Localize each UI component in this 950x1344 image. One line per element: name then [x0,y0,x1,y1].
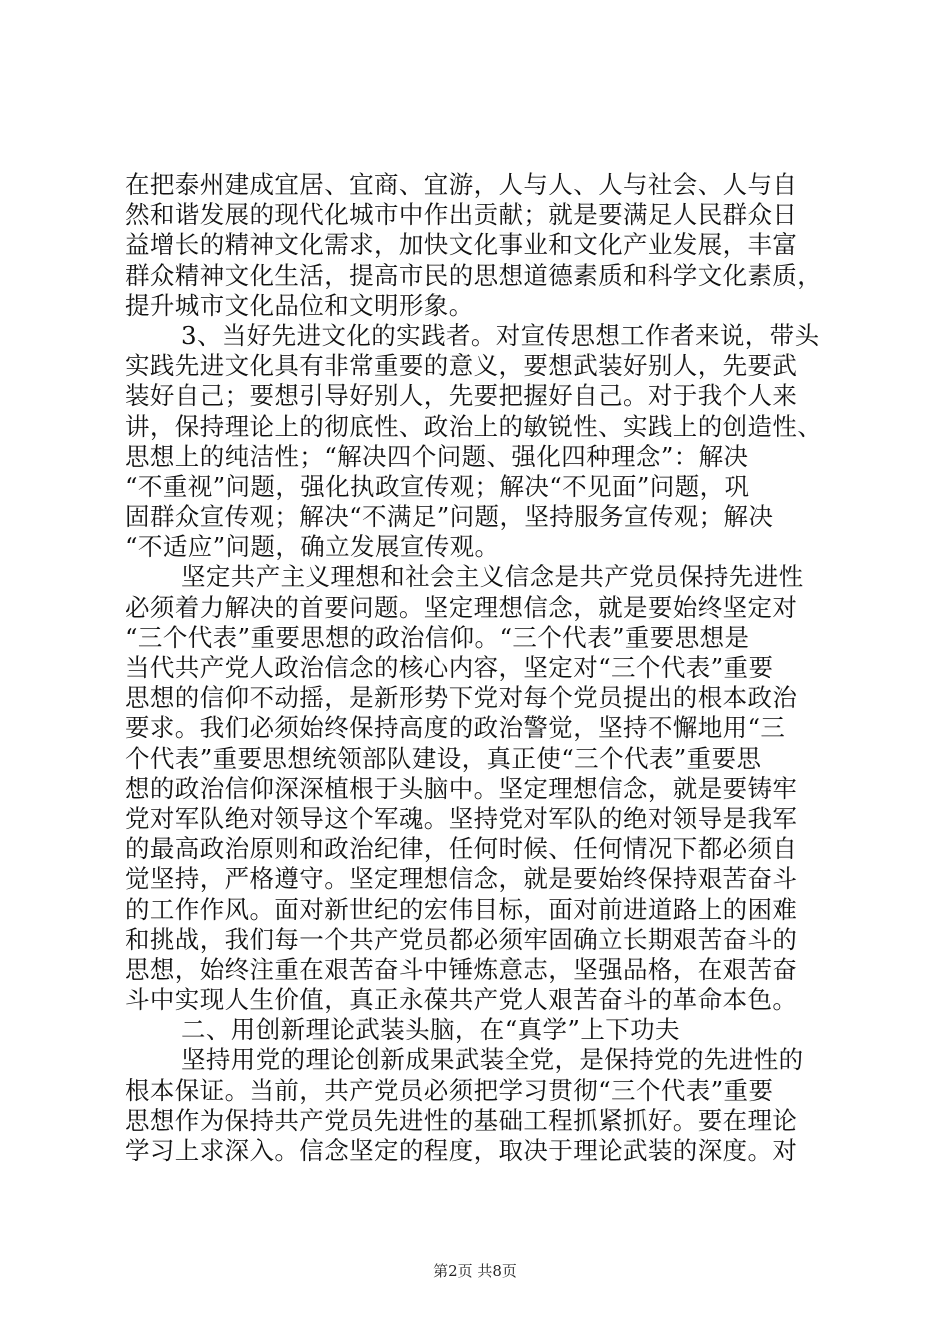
text-line: 思想上的纯洁性；“解决四个问题、强化四种理念”：解决 [125,441,749,471]
text-line: “不适应”问题，确立发展宣传观。 [125,532,500,562]
text-line: 群众精神文化生活，提高市民的思想道德素质和科学文化素质， [125,260,823,290]
text-line: 装好自己；要想引导好别人，先要把握好自己。对于我个人来 [125,381,798,411]
text-line: 实践先进文化具有非常重要的意义，要想武装好别人，先要武 [125,351,798,381]
text-line: “不重视”问题，强化执政宣传观；解决“不见面”问题，巩 [125,471,750,501]
text-line: 根本保证。当前，共产党员必须把学习贯彻“三个代表”重要 [125,1075,774,1105]
section-heading: 二、用创新理论武装头脑，在“真学”上下功夫 [181,1015,680,1045]
text-line: 然和谐发展的现代化城市中作出贡献；就是要满足人民群众日 [125,200,798,230]
text-line: 提升城市文化品位和文明形象。 [125,290,474,320]
text-line: 要求。我们必须始终保持高度的政治警觉，坚持不懈地用“三 [125,713,786,743]
text-line: 斗中实现人生价值，真正永葆共产党人艰苦奋斗的革命本色。 [125,985,798,1015]
text-line: 思想作为保持共产党员先进性的基础工程抓紧抓好。要在理论 [125,1105,798,1135]
text-line: 当代共产党人政治信念的核心内容，坚定对“三个代表”重要 [125,653,774,682]
text-line: “三个代表”重要思想的政治信仰。“三个代表”重要思想是 [125,622,750,652]
document-body [125,170,835,1166]
paragraph-start-line: 坚持用党的理论创新成果武装全党，是保持党的先进性的 [181,1045,804,1075]
text-line: 学习上求深入。信念坚定的程度，取决于理论武装的深度。对 [125,1136,798,1165]
text-line: 党对军队绝对领导这个军魂。坚持党对军队的绝对领导是我军 [125,803,798,833]
text-line: 和挑战，我们每一个共产党员都必须牢固确立长期艰苦奋斗的 [125,924,798,954]
text-line: 益增长的精神文化需求，加快文化事业和文化产业发展，丰富 [125,230,798,260]
text-line: 讲，保持理论上的彻底性、政治上的敏锐性、实践上的创造性、 [125,411,823,441]
text-line: 觉坚持，严格遵守。坚定理想信念，就是要始终保持艰苦奋斗 [125,864,798,894]
text-line: 的最高政治原则和政治纪律，任何时候、任何情况下都必须自 [125,834,798,864]
text-line: 的工作作风。面对新世纪的宏伟目标，面对前进道路上的困难 [125,894,798,924]
paragraph-start-line: 坚定共产主义理想和社会主义信念是共产党员保持先进性 [181,562,804,592]
text-line: 必须着力解决的首要问题。坚定理想信念，就是要始终坚定对 [125,592,798,622]
text-line: 在把泰州建成宜居、宜商、宜游，人与人、人与社会、人与自 [125,170,798,199]
text-line: 思想的信仰不动摇，是新形势下党对每个党员提出的根本政治 [125,683,798,713]
text-line: 个代表”重要思想统领部队建设，真正使“三个代表”重要思 [125,743,762,773]
text-line: 思想，始终注重在艰苦奋斗中锤炼意志，坚强品格，在艰苦奋 [125,954,798,984]
text-line: 想的政治信仰深深植根于头脑中。坚定理想信念，就是要铸牢 [125,773,798,803]
paragraph-start-line: 3、当好先进文化的实践者。对宣传思想工作者来说，带头 [181,320,820,350]
page-footer: 第2页 共8页 [433,1262,517,1280]
text-line: 固群众宣传观；解决“不满足”问题，坚持服务宣传观；解决 [125,502,774,532]
